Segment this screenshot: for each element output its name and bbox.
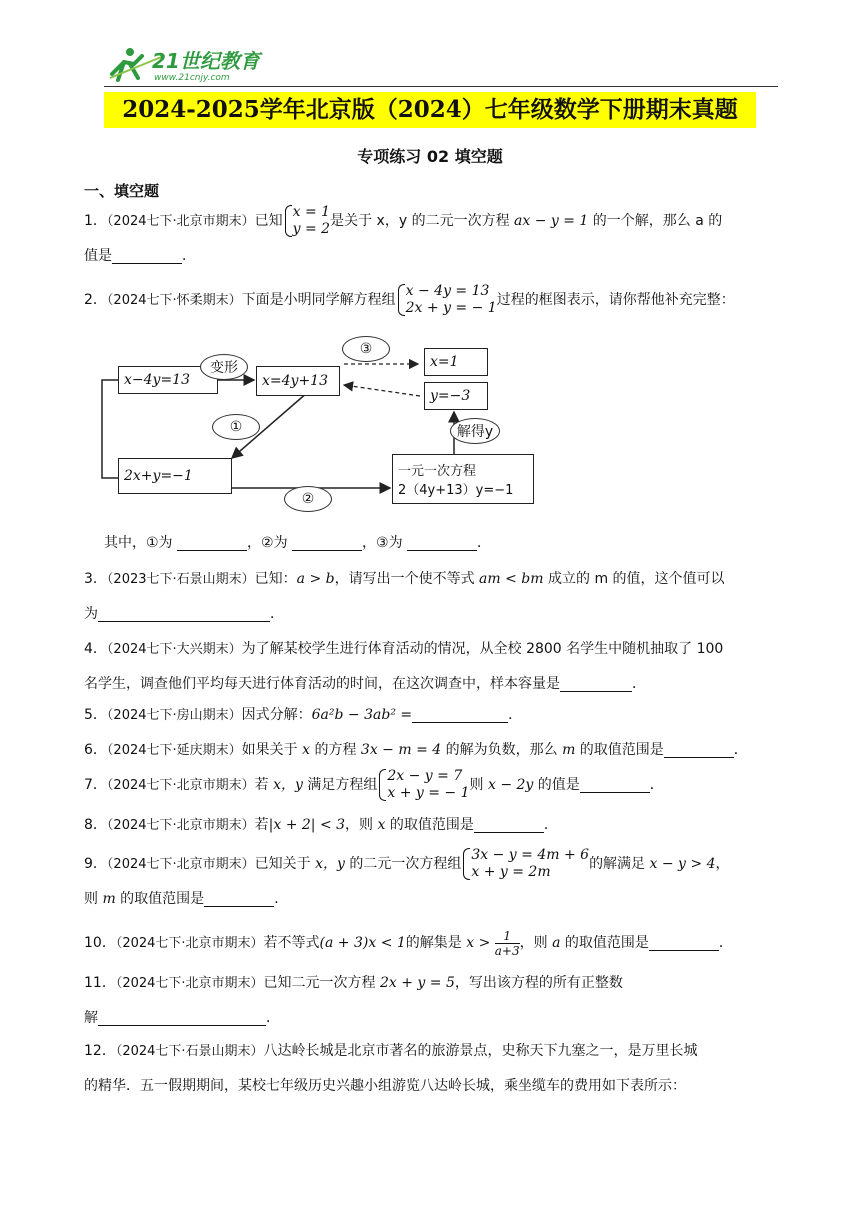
- equation-system: x − 4y = 13 2x + y = − 1: [396, 283, 497, 317]
- box-linear-equation: [392, 454, 534, 504]
- label-step-3: ③: [342, 336, 390, 362]
- label-step-2: ②: [284, 486, 332, 512]
- box-y-result: y=−3: [424, 382, 488, 410]
- page-title: 2024-2025学年北京版（2024）七年级数学下册期末真题: [104, 92, 756, 128]
- answer-blank[interactable]: [560, 673, 632, 692]
- answer-blank-2[interactable]: [292, 532, 362, 551]
- label-transform: 变形: [200, 354, 248, 380]
- header-rule: [104, 86, 778, 87]
- logo: [104, 44, 274, 84]
- page-subtitle: 专项练习 02 填空题: [357, 147, 503, 166]
- question-2: 2．（2024七下·怀柔期末）下面是小明同学解方程组 x − 4y = 13 2x + y = − 1 过程的框图表示，请你帮他补充完整：: [84, 283, 735, 316]
- question-6: 6．（2024七下·延庆期末）如果关于 x 的方程 3x − m = 4 的解为负数，那么 m 的取值范围是 ．: [84, 733, 776, 768]
- logo-brand: 21世纪教育: [152, 49, 260, 73]
- answer-blank-1[interactable]: [177, 532, 247, 551]
- linear-eq-title: 一元一次方程: [398, 464, 477, 479]
- label-step-1: ①: [212, 414, 260, 440]
- answer-blank[interactable]: [412, 704, 508, 723]
- question-8: 8．（2024七下·北京市期末）若|x + 2| < 3，则 x 的取值范围是 ．: [84, 808, 776, 843]
- answer-blank[interactable]: [204, 888, 274, 907]
- question-9: 9．（2024七下·北京市期末）已知关于 x，y 的二元一次方程组 3x − y = 4m + 6 x + y = 2m 的解满足 x − y > 4， 则 m 的取值范围是 ．: [84, 847, 730, 907]
- answer-blank[interactable]: [474, 814, 544, 833]
- box-eq2: 2x+y=−1: [118, 458, 232, 494]
- answer-blank[interactable]: [112, 245, 182, 264]
- answer-blank[interactable]: [98, 603, 270, 622]
- box-x-result: x=1: [424, 348, 488, 376]
- question-4: 4．（2024七下·大兴期末）为了解某校学生进行体育活动的情况，从全校 2800 名学生中随机抽取了 100 名学生，调查他们平均每天进行体育活动的时间，在这次调查中，样本容量是 ．: [84, 641, 724, 692]
- answer-blank[interactable]: [98, 1007, 266, 1026]
- section-heading: 一、填空题: [84, 182, 160, 200]
- label-solve-y: 解得y: [450, 418, 500, 444]
- question-1: 1．（2024七下·北京市期末）已知 x = 1 y = 2 是关于 x，y 的二元一次方程 ax − y = 1 的一个解，那么 a 的 值是 ．: [84, 204, 723, 264]
- answer-blank[interactable]: [649, 932, 719, 951]
- answer-blank-3[interactable]: [407, 532, 477, 551]
- question-11: 11．（2024七下·北京市期末）已知二元一次方程 2x + y = 5，写出该方程的所有正整数 解 ．: [84, 975, 623, 1026]
- runner-logo-icon: [104, 44, 274, 84]
- question-2-fill: 其中，①为 ，②为 ，③为 ．: [104, 526, 796, 560]
- fraction: $\frac{1}{a+3}$: [494, 928, 520, 958]
- question-3: 3．（2023七下·石景山期末）已知：a > b，请写出一个使不等式 am < bm 成立的 m 的值，这个值可以 为 ．: [84, 571, 725, 622]
- linear-eq-expr: 2（4y+13）y=−1: [398, 483, 514, 498]
- box-transformed: x=4y+13: [256, 366, 340, 396]
- answer-blank[interactable]: [664, 739, 734, 758]
- logo-site: www.21cnjy.com: [154, 73, 230, 83]
- box-eq1: x−4y=13: [118, 366, 218, 394]
- equation-system: 3x − y = 4m + 6 x + y = 2m: [461, 847, 589, 881]
- answer-blank[interactable]: [580, 774, 650, 793]
- question-7: 7．（2024七下·北京市期末）若 x，y 满足方程组 2x − y = 7 x + y = − 1 则 x − 2y 的值是 ．: [84, 768, 664, 801]
- question-10: 10．（2024七下·北京市期末）若不等式(a + 3)x < 1的解集是 x > $\frac{1}{a+3}$ ，则 a 的取值范围是 ．: [84, 928, 733, 958]
- equation-system: x = 1 y = 2: [283, 204, 330, 238]
- solution-flowchart: [96, 330, 566, 514]
- equation-system: 2x − y = 7 x + y = − 1: [377, 768, 469, 802]
- question-12: 12．（2024七下·石景山期末）八达岭长城是北京市著名的旅游景点，史称天下九塞之一，是万里长城 的精华．五一假期期间，某校七年级历史兴趣小组游览八达岭长城，乘坐缆车的费用如下表所示：: [84, 1043, 698, 1094]
- question-5: 5．（2024七下·房山期末）因式分解：6a²b − 3ab² = ．: [84, 698, 776, 733]
